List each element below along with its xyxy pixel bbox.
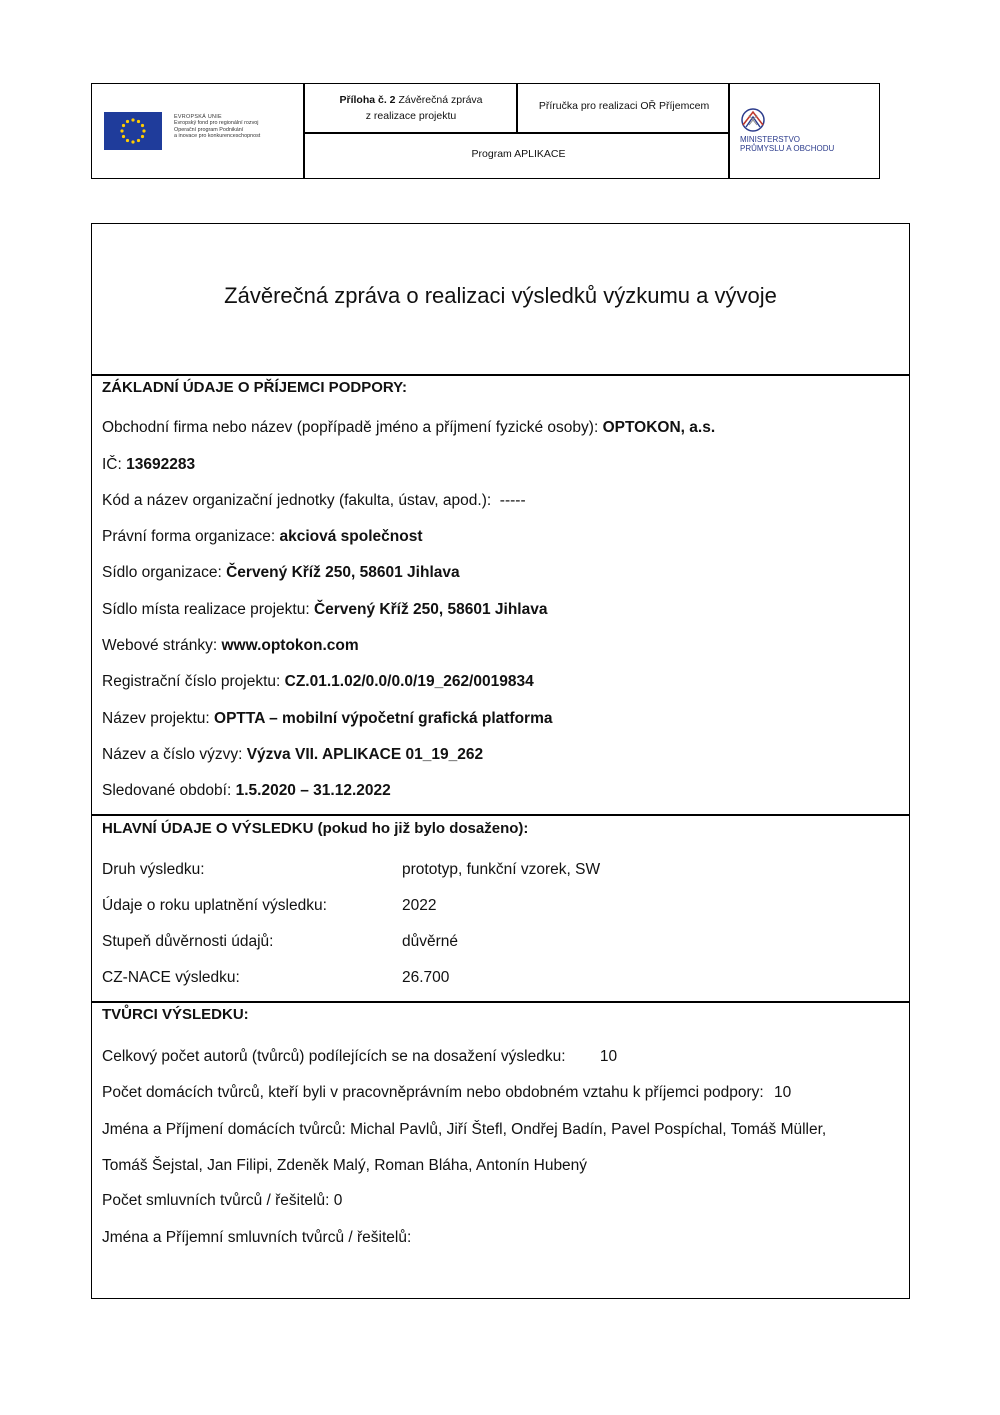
field-label: Jména a Příjmení domácích tvůrců: <box>102 1121 346 1138</box>
field-celkovy-pocet <box>102 1048 617 1066</box>
field-value: 0 <box>333 1192 343 1209</box>
field-label: Stupeň důvěrnosti údajů: <box>102 933 274 950</box>
mpo-logo-icon <box>740 107 766 133</box>
field-ic <box>102 456 195 474</box>
priloha-text: Závěrečná zpráva <box>398 94 483 106</box>
field-nazev-projektu <box>102 710 553 728</box>
field-value: OPTOKON, a.s. <box>602 419 716 436</box>
field-label: Druh výsledku: <box>102 861 205 878</box>
field-nazev-vyzvy <box>102 746 483 764</box>
field-label: Počet domácích tvůrců, kteří byli v pracovněprávním nebo obdobném vztahu k příjemci podpory: <box>102 1084 764 1101</box>
eu-text-line: EVROPSKÁ UNIE <box>174 114 222 120</box>
field-value: důvěrné <box>402 933 459 950</box>
field-value: 10 <box>599 1048 618 1065</box>
section-divider <box>92 1001 909 1003</box>
field-value: ----- <box>499 492 526 509</box>
mpo-text-line: MINISTERSTVO <box>740 135 801 144</box>
field-druh-vysledku <box>102 861 601 879</box>
document-header <box>91 83 880 179</box>
priloha-number: Příloha č. 2 <box>339 94 396 106</box>
field-label: IČ: <box>102 456 122 473</box>
section-heading-tvurci: TVŮRCI VÝSLEDKU: <box>102 1006 249 1023</box>
priloha-text-line2: z realizace projektu <box>365 110 457 122</box>
field-label: Obchodní firma nebo název (popřípadě jméno a příjmení fyzické osoby): <box>102 419 599 436</box>
field-value: akciová společnost <box>279 528 423 545</box>
field-pocet-domacich <box>102 1084 791 1102</box>
field-label: Webové stránky: <box>102 637 218 654</box>
mpo-text <box>740 136 834 153</box>
field-value: 13692283 <box>126 456 196 473</box>
field-value: Červený Kříž 250, 58601 Jihlava <box>313 601 548 618</box>
prirucka-label: Příručka pro realizaci OŘ Příjemcem <box>538 100 710 112</box>
field-value: 1.5.2020 – 31.12.2022 <box>235 782 391 799</box>
field-sledovane-obdobi <box>102 782 391 800</box>
field-sidlo-organizace <box>102 564 460 582</box>
field-jmena-domacich-cont: Tomáš Šejstal, Jan Filipi, Zdeněk Malý, Roman Bláha, Antonín Hubený <box>102 1157 588 1174</box>
field-rok-uplatneni <box>102 897 437 915</box>
program-label: Program APLIKACE <box>471 148 566 160</box>
section-heading-zakladni: ZÁKLADNÍ ÚDAJE O PŘÍJEMCI PODPORY: <box>102 379 408 396</box>
eu-flag-logo <box>104 112 162 150</box>
field-label: Sídlo místa realizace projektu: <box>102 601 310 618</box>
priloha-label <box>306 92 516 124</box>
field-label: Název a číslo výzvy: <box>102 746 243 763</box>
field-label: Název projektu: <box>102 710 210 727</box>
eu-text-line: Operační program Podnikání <box>174 126 244 133</box>
field-label: Kód a název organizační jednotky (fakulta, ústav, apod.): <box>102 492 492 509</box>
field-value: Červený Kříž 250, 58601 Jihlava <box>226 564 460 581</box>
field-value: 26.700 <box>402 969 450 986</box>
report-box <box>91 223 910 1299</box>
eu-text-line: Evropský fond pro regionální rozvoj <box>174 120 259 127</box>
field-value: OPTTA – mobilní výpočetní grafická platforma <box>214 710 553 727</box>
field-label: CZ-NACE výsledku: <box>102 969 240 986</box>
header-divider <box>728 84 730 178</box>
header-divider <box>516 84 518 133</box>
section-heading-vysledek: HLAVNÍ ÚDAJE O VÝSLEDKU (pokud ho již bylo dosaženo): <box>102 820 529 837</box>
field-pocet-smluvnich <box>102 1192 342 1210</box>
field-value: CZ.01.1.02/0.0/0.0/19_262/0019834 <box>284 673 534 690</box>
field-sidlo-realizace <box>102 601 547 619</box>
field-kod-jednotky <box>102 492 526 510</box>
field-jmena-domacich <box>102 1121 826 1139</box>
section-divider <box>92 814 909 816</box>
field-label: Registrační číslo projektu: <box>102 673 281 690</box>
field-value: Výzva VII. APLIKACE 01_19_262 <box>246 746 484 763</box>
field-value: 10 <box>773 1084 792 1101</box>
field-value: www.optokon.com <box>221 637 359 654</box>
field-obchodni-firma <box>102 419 715 437</box>
field-label: Sledované období: <box>102 782 232 799</box>
field-label: Celkový počet autorů (tvůrců) podílejících se na dosažení výsledku: <box>102 1048 566 1065</box>
field-label: Počet smluvních tvůrců / řešitelů: <box>102 1192 330 1209</box>
field-cz-nace <box>102 969 450 987</box>
mpo-text-line: PRŮMYSLU A OBCHODU <box>740 143 835 153</box>
page-title: Závěrečná zpráva o realizaci výsledků výzkumu a vývoje <box>224 283 777 308</box>
field-stupen-duvernosti <box>102 933 459 951</box>
field-value: 2022 <box>402 897 437 914</box>
eu-text <box>174 114 304 140</box>
field-jmena-smluvnich: Jména a Příjemní smluvních tvůrců / řešitelů: <box>102 1229 412 1246</box>
field-label: Údaje o roku uplatnění výsledku: <box>102 897 327 914</box>
field-registracni-cislo <box>102 673 534 691</box>
field-webove-stranky <box>102 637 359 655</box>
field-value: prototyp, funkční vzorek, SW <box>402 861 601 878</box>
field-label: Právní forma organizace: <box>102 528 276 545</box>
eu-text-line: a inovace pro konkurenceschopnost <box>174 133 261 140</box>
header-divider <box>303 132 729 134</box>
field-label: Sídlo organizace: <box>102 564 222 581</box>
section-divider <box>92 374 909 376</box>
field-pravni-forma <box>102 528 423 546</box>
field-value: Michal Pavlů, Jiří Štefl, Ondřej Badín, Pavel Pospíchal, Tomáš Müller, <box>350 1121 827 1138</box>
